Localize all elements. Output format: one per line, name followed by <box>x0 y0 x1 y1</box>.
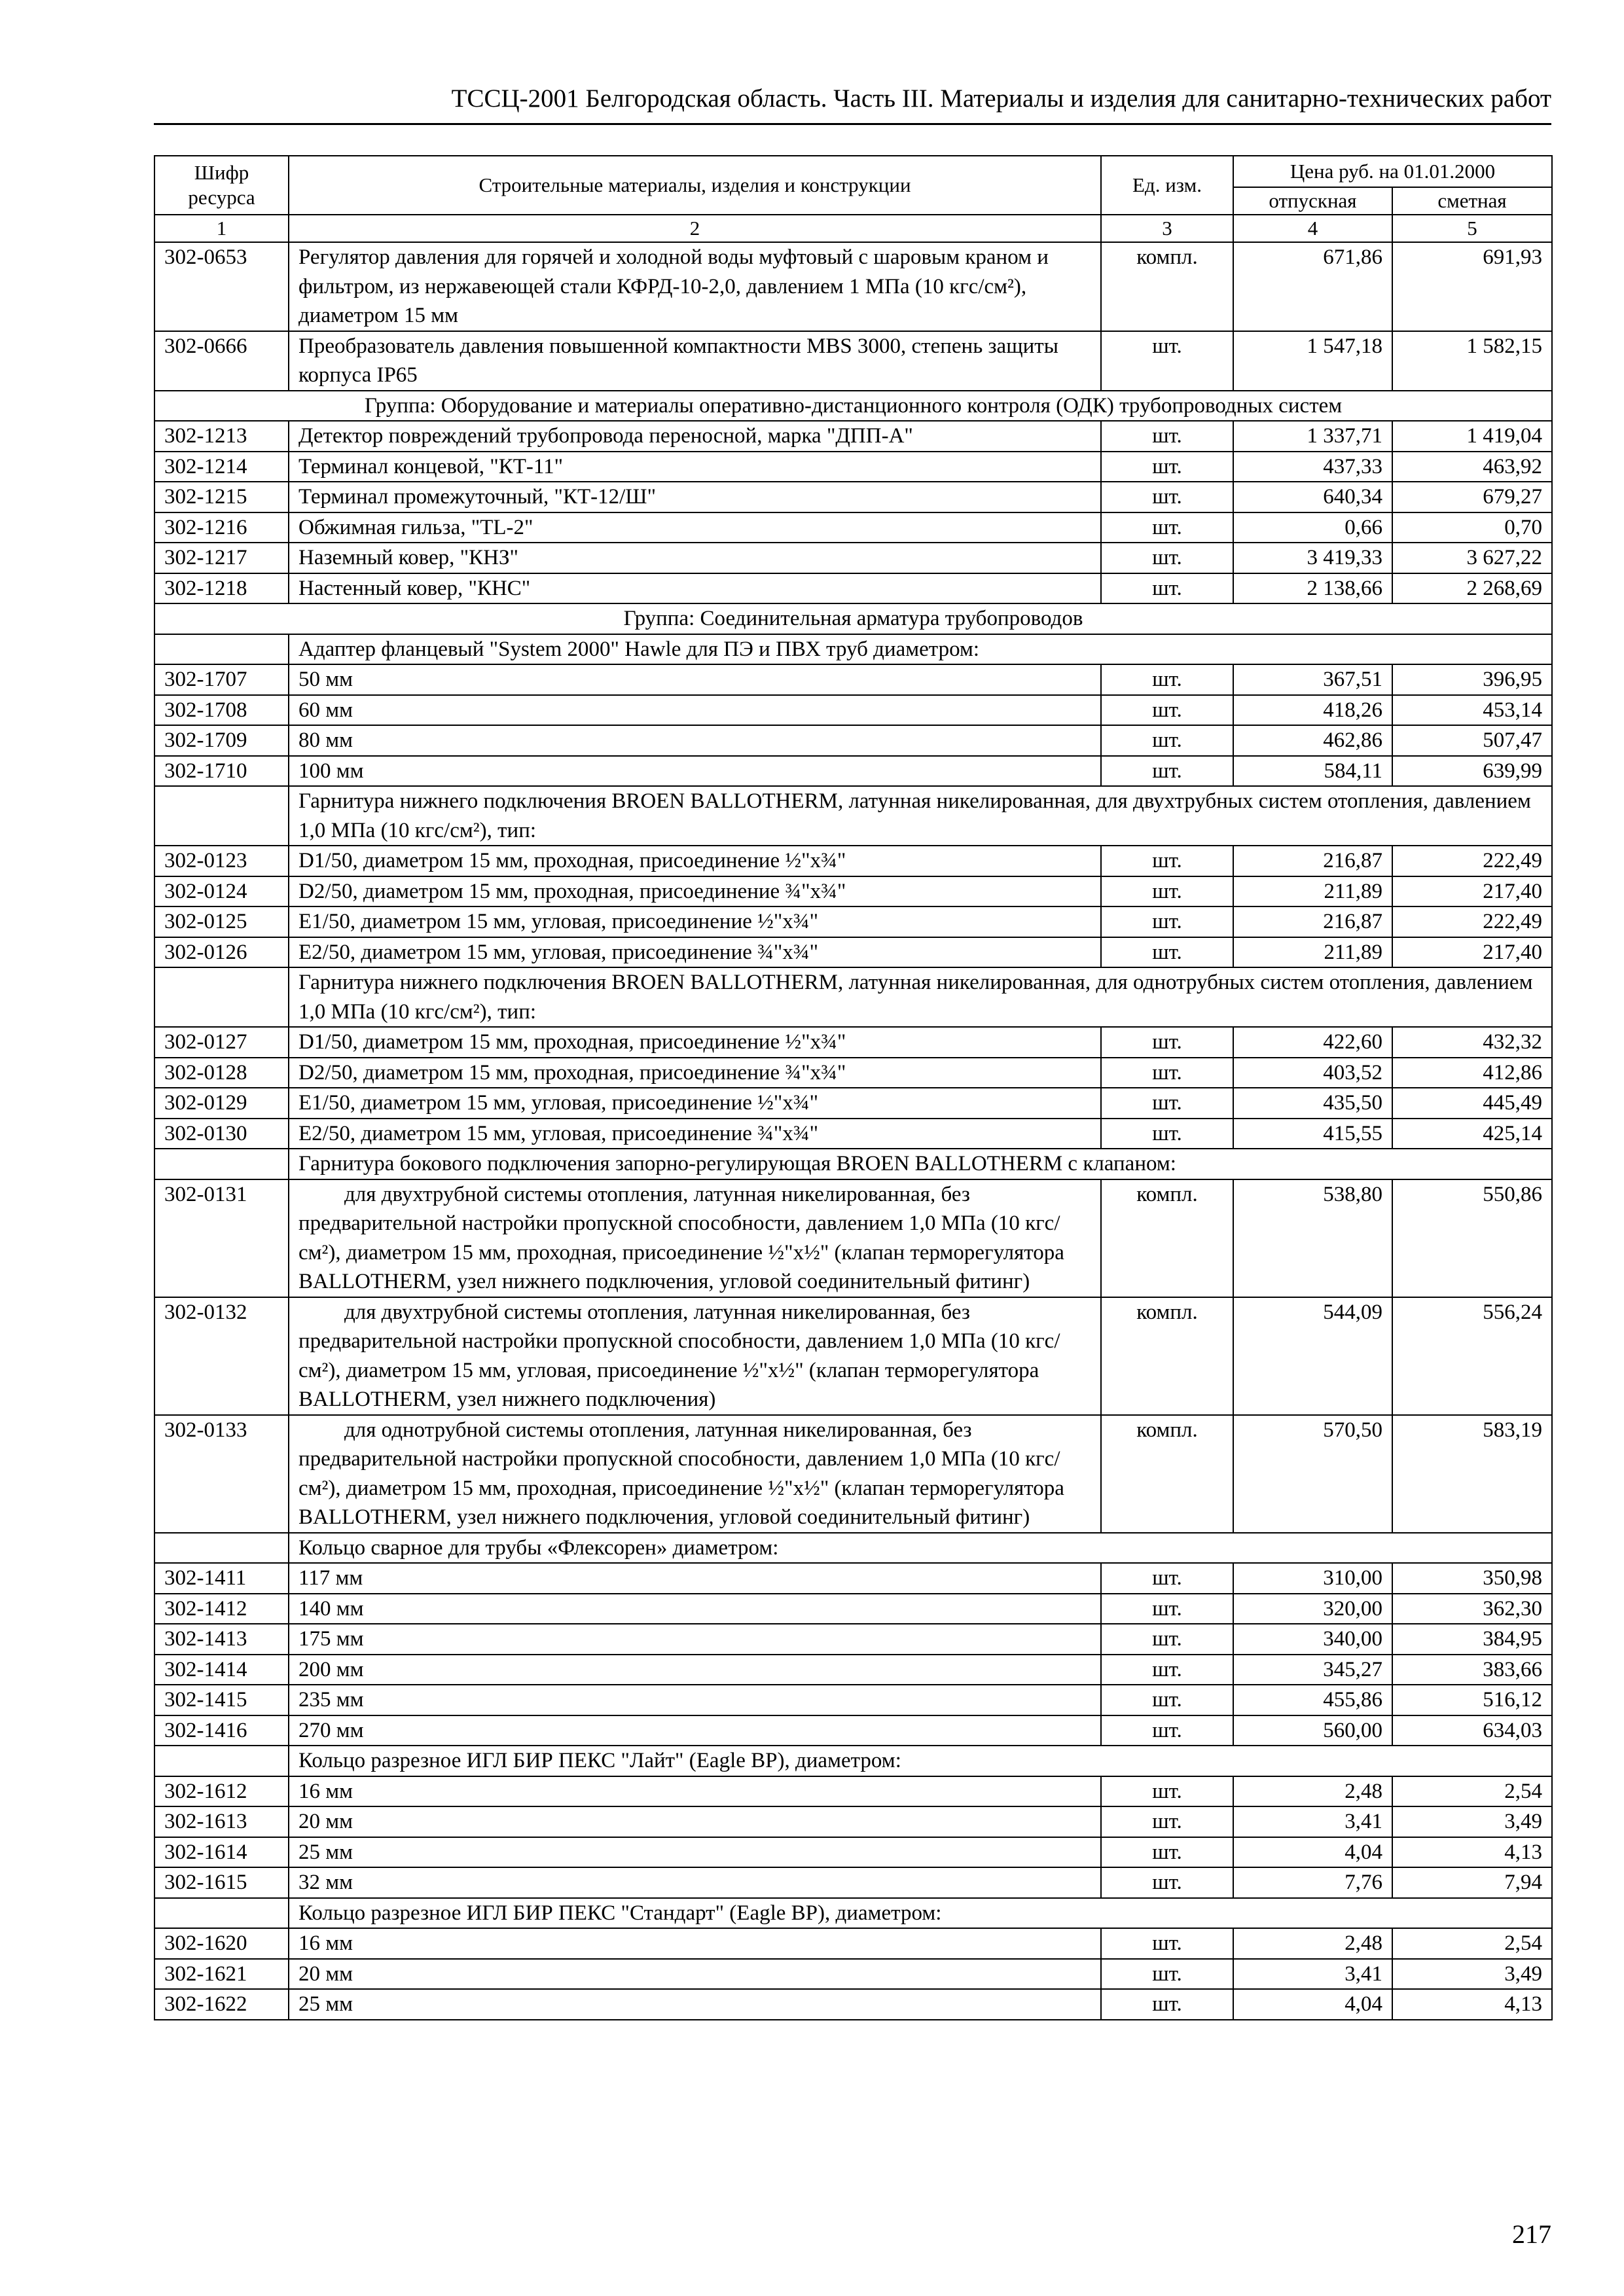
unit-of-measure: компл. <box>1101 1297 1233 1415</box>
price-estimate: 639,99 <box>1392 756 1552 787</box>
price-estimate: 412,86 <box>1392 1058 1552 1088</box>
material-name: 175 мм <box>289 1624 1101 1655</box>
price-release: 3,41 <box>1233 1806 1392 1837</box>
material-name: 80 мм <box>289 725 1101 756</box>
table-row <box>154 695 1552 726</box>
price-estimate: 691,93 <box>1392 242 1552 331</box>
price-release: 345,27 <box>1233 1655 1392 1685</box>
subgroup-heading: Гарнитура нижнего подключения BROEN BALLOTHERM, латунная никелированная, для двухтрубных систем отопления, давлением 1,0 МПа (10 кгс/см²), тип: <box>289 786 1552 846</box>
price-estimate: 222,49 <box>1392 846 1552 876</box>
material-name-rest: предварительной настройки пропускной способности, давлением 1,0 МПа (10 кгс/см²), диаметром 15 мм, угловая, присоединение ½"х½" (клапан терморегулятора BALLOTHERM, узел нижнего подключения) <box>298 1329 1060 1411</box>
price-estimate: 2,54 <box>1392 1776 1552 1807</box>
subgroup-code-cell <box>154 967 289 1027</box>
price-estimate: 7,94 <box>1392 1867 1552 1898</box>
subgroup-heading: Гарнитура нижнего подключения BROEN BALLOTHERM, латунная никелированная, для однотрубных систем отопления, давлением 1,0 МПа (10 кгс/см²), тип: <box>289 967 1552 1027</box>
resource-code: 302-1415 <box>154 1685 289 1715</box>
price-estimate: 3 627,22 <box>1392 543 1552 573</box>
unit-of-measure: шт. <box>1101 1594 1233 1624</box>
col-header-price-estimate: сметная <box>1392 187 1552 215</box>
material-name: 60 мм <box>289 695 1101 726</box>
page-number: 217 <box>1512 2219 1551 2249</box>
unit-of-measure: шт. <box>1101 846 1233 876</box>
material-name: 100 мм <box>289 756 1101 787</box>
resource-code: 302-0653 <box>154 242 289 331</box>
subgroup-heading: Кольцо разрезное ИГЛ БИР ПЕКС "Лайт" (Eagle BP), диаметром: <box>289 1746 1552 1776</box>
col-number: 4 <box>1233 215 1392 242</box>
table-row <box>154 1685 1552 1715</box>
subgroup-code-cell <box>154 1149 289 1179</box>
material-name: Наземный ковер, "КНЗ" <box>289 543 1101 573</box>
material-name: D1/50, диаметром 15 мм, проходная, присоединение ½"х¾" <box>289 846 1101 876</box>
unit-of-measure: шт. <box>1101 1806 1233 1837</box>
material-name: D2/50, диаметром 15 мм, проходная, присоединение ¾"х¾" <box>289 1058 1101 1088</box>
group-heading-row <box>154 391 1552 422</box>
price-release: 570,50 <box>1233 1415 1392 1533</box>
material-name: 200 мм <box>289 1655 1101 1685</box>
subgroup-heading-row <box>154 634 1552 665</box>
resource-code: 302-0131 <box>154 1179 289 1297</box>
resource-code: 302-1613 <box>154 1806 289 1837</box>
price-release: 4,04 <box>1233 1837 1392 1868</box>
material-name <box>289 1415 1101 1533</box>
resource-code: 302-1213 <box>154 421 289 452</box>
material-name-rest: предварительной настройки пропускной способности, давлением 1,0 МПа (10 кгс/см²), диаметром 15 мм, проходная, присоединение ½"х½" (клапан терморегулятора BALLOTHERM, узел нижнего подключения, угловой соединительный фитинг) <box>298 1211 1064 1293</box>
resource-code: 302-1612 <box>154 1776 289 1807</box>
price-estimate: 0,70 <box>1392 512 1552 543</box>
resource-code: 302-1412 <box>154 1594 289 1624</box>
material-name: 117 мм <box>289 1563 1101 1594</box>
unit-of-measure: шт. <box>1101 482 1233 512</box>
subgroup-code-cell <box>154 1898 289 1929</box>
unit-of-measure: шт. <box>1101 1027 1233 1058</box>
material-name: E1/50, диаметром 15 мм, угловая, присоединение ½"х¾" <box>289 906 1101 937</box>
price-release: 437,33 <box>1233 452 1392 482</box>
material-name: 140 мм <box>289 1594 1101 1624</box>
material-name: D2/50, диаметром 15 мм, проходная, присоединение ¾"х¾" <box>289 876 1101 907</box>
material-name: Регулятор давления для горячей и холодной воды муфтовый с шаровым краном и фильтром, из нержавеющей стали КФРД-10-2,0, давлением 1 МПа (10 кгс/см²), диаметром 15 мм <box>289 242 1101 331</box>
resource-code: 302-1416 <box>154 1715 289 1746</box>
material-name: 32 мм <box>289 1867 1101 1898</box>
table-row <box>154 1806 1552 1837</box>
resource-code: 302-0125 <box>154 906 289 937</box>
group-heading-row <box>154 603 1552 634</box>
price-estimate: 1 419,04 <box>1392 421 1552 452</box>
material-name: 20 мм <box>289 1959 1101 1990</box>
price-release: 3 419,33 <box>1233 543 1392 573</box>
price-release: 455,86 <box>1233 1685 1392 1715</box>
price-estimate: 507,47 <box>1392 725 1552 756</box>
col-header-price: Цена руб. на 01.01.2000 <box>1233 156 1552 187</box>
price-estimate: 1 582,15 <box>1392 331 1552 391</box>
material-name: Настенный ковер, "КНС" <box>289 573 1101 604</box>
group-heading: Группа: Соединительная арматура трубопроводов <box>154 603 1552 634</box>
price-release: 584,11 <box>1233 756 1392 787</box>
price-estimate: 679,27 <box>1392 482 1552 512</box>
material-name: 16 мм <box>289 1776 1101 1807</box>
col-number: 3 <box>1101 215 1233 242</box>
price-estimate: 4,13 <box>1392 1837 1552 1868</box>
unit-of-measure: шт. <box>1101 1563 1233 1594</box>
resource-code: 302-1622 <box>154 1989 289 2020</box>
table-row <box>154 482 1552 512</box>
price-estimate: 350,98 <box>1392 1563 1552 1594</box>
subgroup-heading: Адаптер фланцевый "System 2000" Hawle для ПЭ и ПВХ труб диаметром: <box>289 634 1552 665</box>
table-row <box>154 573 1552 604</box>
unit-of-measure: шт. <box>1101 573 1233 604</box>
unit-of-measure: компл. <box>1101 242 1233 331</box>
price-release: 422,60 <box>1233 1027 1392 1058</box>
unit-of-measure: шт. <box>1101 452 1233 482</box>
table-row <box>154 242 1552 331</box>
resource-code: 302-1620 <box>154 1928 289 1959</box>
material-name-first-line: для двухтрубной системы отопления, латунная никелированная, без <box>344 1182 970 1206</box>
col-header-name: Строительные материалы, изделия и конструкции <box>289 156 1101 215</box>
resource-code: 302-1621 <box>154 1959 289 1990</box>
subgroup-heading: Кольцо сварное для трубы «Флексорен» диаметром: <box>289 1533 1552 1564</box>
material-name-first-line: для двухтрубной системы отопления, латунная никелированная, без <box>344 1300 970 1324</box>
material-name: Детектор повреждений трубопровода переносной, марка "ДПП-А" <box>289 421 1101 452</box>
price-estimate: 2,54 <box>1392 1928 1552 1959</box>
price-estimate: 3,49 <box>1392 1806 1552 1837</box>
unit-of-measure: шт. <box>1101 756 1233 787</box>
resource-code: 302-1413 <box>154 1624 289 1655</box>
price-release: 310,00 <box>1233 1563 1392 1594</box>
subgroup-heading-row <box>154 786 1552 846</box>
table-row <box>154 1415 1552 1533</box>
material-name: 235 мм <box>289 1685 1101 1715</box>
running-header: ТССЦ-2001 Белгородская область. Часть III. Материалы и изделия для санитарно-технических работ <box>154 79 1551 125</box>
subgroup-heading: Кольцо разрезное ИГЛ БИР ПЕКС "Стандарт" (Eagle BP), диаметром: <box>289 1898 1552 1929</box>
price-table <box>154 155 1553 2020</box>
subgroup-heading: Гарнитура бокового подключения запорно-регулирующая BROEN BALLOTHERM с клапаном: <box>289 1149 1552 1179</box>
price-estimate: 222,49 <box>1392 906 1552 937</box>
material-name: E2/50, диаметром 15 мм, угловая, присоединение ¾"х¾" <box>289 937 1101 968</box>
table-row <box>154 1624 1552 1655</box>
price-release: 0,66 <box>1233 512 1392 543</box>
table-row <box>154 725 1552 756</box>
subgroup-heading-row <box>154 1149 1552 1179</box>
unit-of-measure: шт. <box>1101 1088 1233 1119</box>
unit-of-measure: шт. <box>1101 1624 1233 1655</box>
price-release: 435,50 <box>1233 1088 1392 1119</box>
table-row <box>154 1867 1552 1898</box>
subgroup-heading-row <box>154 967 1552 1027</box>
table-row <box>154 756 1552 787</box>
table-row <box>154 906 1552 937</box>
table-row <box>154 1989 1552 2020</box>
table-row <box>154 1119 1552 1149</box>
price-estimate: 4,13 <box>1392 1989 1552 2020</box>
resource-code: 302-1215 <box>154 482 289 512</box>
resource-code: 302-1411 <box>154 1563 289 1594</box>
price-estimate: 384,95 <box>1392 1624 1552 1655</box>
price-estimate: 425,14 <box>1392 1119 1552 1149</box>
subgroup-code-cell <box>154 1533 289 1564</box>
material-name-first-line: для однотрубной системы отопления, латунная никелированная, без <box>344 1418 972 1442</box>
table-row <box>154 1297 1552 1415</box>
price-estimate: 217,40 <box>1392 937 1552 968</box>
unit-of-measure: шт. <box>1101 512 1233 543</box>
resource-code: 302-1615 <box>154 1867 289 1898</box>
material-name <box>289 1297 1101 1415</box>
price-estimate: 2 268,69 <box>1392 573 1552 604</box>
table-row <box>154 1563 1552 1594</box>
table-row <box>154 1088 1552 1119</box>
resource-code: 302-1710 <box>154 756 289 787</box>
price-estimate: 634,03 <box>1392 1715 1552 1746</box>
price-release: 367,51 <box>1233 664 1392 695</box>
material-name: 25 мм <box>289 1837 1101 1868</box>
unit-of-measure: шт. <box>1101 725 1233 756</box>
price-release: 462,86 <box>1233 725 1392 756</box>
subgroup-code-cell <box>154 634 289 665</box>
price-estimate: 3,49 <box>1392 1959 1552 1990</box>
unit-of-measure: шт. <box>1101 1959 1233 1990</box>
material-name: Преобразователь давления повышенной компактности MBS 3000, степень защиты корпуса IP65 <box>289 331 1101 391</box>
col-number: 2 <box>289 215 1101 242</box>
material-name-rest: предварительной настройки пропускной способности, давлением 1,0 МПа (10 кгс/см²), диаметром 15 мм, проходная, присоединение ½"х½" (клапан терморегулятора BALLOTHERM, узел нижнего подключения, угловой соединительный фитинг) <box>298 1447 1064 1529</box>
price-release: 560,00 <box>1233 1715 1392 1746</box>
table-row <box>154 1837 1552 1868</box>
table-row <box>154 1594 1552 1624</box>
subgroup-heading-row <box>154 1898 1552 1929</box>
resource-code: 302-0130 <box>154 1119 289 1149</box>
price-release: 4,04 <box>1233 1989 1392 2020</box>
table-row <box>154 1179 1552 1297</box>
unit-of-measure: шт. <box>1101 1119 1233 1149</box>
material-name: 25 мм <box>289 1989 1101 2020</box>
table-row <box>154 664 1552 695</box>
price-estimate: 217,40 <box>1392 876 1552 907</box>
resource-code: 302-0133 <box>154 1415 289 1533</box>
unit-of-measure: шт. <box>1101 664 1233 695</box>
price-release: 640,34 <box>1233 482 1392 512</box>
subgroup-code-cell <box>154 786 289 846</box>
price-estimate: 432,32 <box>1392 1027 1552 1058</box>
table-row <box>154 331 1552 391</box>
resource-code: 302-1218 <box>154 573 289 604</box>
unit-of-measure: шт. <box>1101 695 1233 726</box>
table-row <box>154 937 1552 968</box>
unit-of-measure: шт. <box>1101 543 1233 573</box>
price-release: 1 547,18 <box>1233 331 1392 391</box>
unit-of-measure: шт. <box>1101 1989 1233 2020</box>
table-row <box>154 512 1552 543</box>
resource-code: 302-1709 <box>154 725 289 756</box>
col-header-unit: Ед. изм. <box>1101 156 1233 215</box>
unit-of-measure: компл. <box>1101 1415 1233 1533</box>
table-row <box>154 452 1552 482</box>
price-release: 403,52 <box>1233 1058 1392 1088</box>
group-heading: Группа: Оборудование и материалы оперативно-дистанционного контроля (ОДК) трубопроводных систем <box>154 391 1552 422</box>
unit-of-measure: шт. <box>1101 331 1233 391</box>
unit-of-measure: шт. <box>1101 937 1233 968</box>
table-row <box>154 1959 1552 1990</box>
subgroup-code-cell <box>154 1746 289 1776</box>
table-row <box>154 876 1552 907</box>
price-release: 418,26 <box>1233 695 1392 726</box>
unit-of-measure: шт. <box>1101 1655 1233 1685</box>
resource-code: 302-1214 <box>154 452 289 482</box>
price-estimate: 583,19 <box>1392 1415 1552 1533</box>
resource-code: 302-1708 <box>154 695 289 726</box>
unit-of-measure: шт. <box>1101 1776 1233 1807</box>
col-header-code: Шифр ресурса <box>154 156 289 215</box>
resource-code: 302-0666 <box>154 331 289 391</box>
material-name: Терминал промежуточный, "КТ-12/Ш" <box>289 482 1101 512</box>
table-row <box>154 543 1552 573</box>
resource-code: 302-1217 <box>154 543 289 573</box>
unit-of-measure: компл. <box>1101 1179 1233 1297</box>
col-header-price-release: отпускная <box>1233 187 1392 215</box>
price-release: 1 337,71 <box>1233 421 1392 452</box>
price-release: 3,41 <box>1233 1959 1392 1990</box>
price-estimate: 445,49 <box>1392 1088 1552 1119</box>
table-row <box>154 1928 1552 1959</box>
table-row <box>154 846 1552 876</box>
material-name: D1/50, диаметром 15 мм, проходная, присоединение ½"х¾" <box>289 1027 1101 1058</box>
col-number: 5 <box>1392 215 1552 242</box>
table-row <box>154 1715 1552 1746</box>
resource-code: 302-0132 <box>154 1297 289 1415</box>
material-name: 270 мм <box>289 1715 1101 1746</box>
unit-of-measure: шт. <box>1101 1058 1233 1088</box>
price-release: 216,87 <box>1233 846 1392 876</box>
material-name: 16 мм <box>289 1928 1101 1959</box>
price-release: 216,87 <box>1233 906 1392 937</box>
price-release: 2,48 <box>1233 1776 1392 1807</box>
material-name <box>289 1179 1101 1297</box>
price-estimate: 383,66 <box>1392 1655 1552 1685</box>
subgroup-heading-row <box>154 1533 1552 1564</box>
resource-code: 302-1414 <box>154 1655 289 1685</box>
table-row <box>154 1655 1552 1685</box>
price-release: 415,55 <box>1233 1119 1392 1149</box>
resource-code: 302-0127 <box>154 1027 289 1058</box>
resource-code: 302-0129 <box>154 1088 289 1119</box>
resource-code: 302-1614 <box>154 1837 289 1868</box>
price-release: 2,48 <box>1233 1928 1392 1959</box>
resource-code: 302-1707 <box>154 664 289 695</box>
price-estimate: 362,30 <box>1392 1594 1552 1624</box>
table-row <box>154 1776 1552 1807</box>
resource-code: 302-0128 <box>154 1058 289 1088</box>
unit-of-measure: шт. <box>1101 1928 1233 1959</box>
material-name: E1/50, диаметром 15 мм, угловая, присоединение ½"х¾" <box>289 1088 1101 1119</box>
price-release: 320,00 <box>1233 1594 1392 1624</box>
unit-of-measure: шт. <box>1101 1837 1233 1868</box>
unit-of-measure: шт. <box>1101 1685 1233 1715</box>
price-release: 2 138,66 <box>1233 573 1392 604</box>
material-name: Обжимная гильза, "TL-2" <box>289 512 1101 543</box>
resource-code: 302-0124 <box>154 876 289 907</box>
price-estimate: 550,86 <box>1392 1179 1552 1297</box>
unit-of-measure: шт. <box>1101 906 1233 937</box>
table-row <box>154 421 1552 452</box>
material-name: 20 мм <box>289 1806 1101 1837</box>
price-estimate: 556,24 <box>1392 1297 1552 1415</box>
resource-code: 302-1216 <box>154 512 289 543</box>
subgroup-heading-row <box>154 1746 1552 1776</box>
table-body <box>154 242 1552 2020</box>
price-estimate: 463,92 <box>1392 452 1552 482</box>
unit-of-measure: шт. <box>1101 421 1233 452</box>
table-row <box>154 1058 1552 1088</box>
col-number: 1 <box>154 215 289 242</box>
price-release: 544,09 <box>1233 1297 1392 1415</box>
unit-of-measure: шт. <box>1101 876 1233 907</box>
price-estimate: 516,12 <box>1392 1685 1552 1715</box>
unit-of-measure: шт. <box>1101 1715 1233 1746</box>
table-row <box>154 1027 1552 1058</box>
resource-code: 302-0126 <box>154 937 289 968</box>
price-estimate: 453,14 <box>1392 695 1552 726</box>
price-release: 538,80 <box>1233 1179 1392 1297</box>
material-name: Терминал концевой, "КТ-11" <box>289 452 1101 482</box>
unit-of-measure: шт. <box>1101 1867 1233 1898</box>
price-release: 211,89 <box>1233 876 1392 907</box>
resource-code: 302-0123 <box>154 846 289 876</box>
price-release: 671,86 <box>1233 242 1392 331</box>
material-name: E2/50, диаметром 15 мм, угловая, присоединение ¾"х¾" <box>289 1119 1101 1149</box>
material-name: 50 мм <box>289 664 1101 695</box>
price-estimate: 396,95 <box>1392 664 1552 695</box>
price-release: 211,89 <box>1233 937 1392 968</box>
price-release: 340,00 <box>1233 1624 1392 1655</box>
price-release: 7,76 <box>1233 1867 1392 1898</box>
